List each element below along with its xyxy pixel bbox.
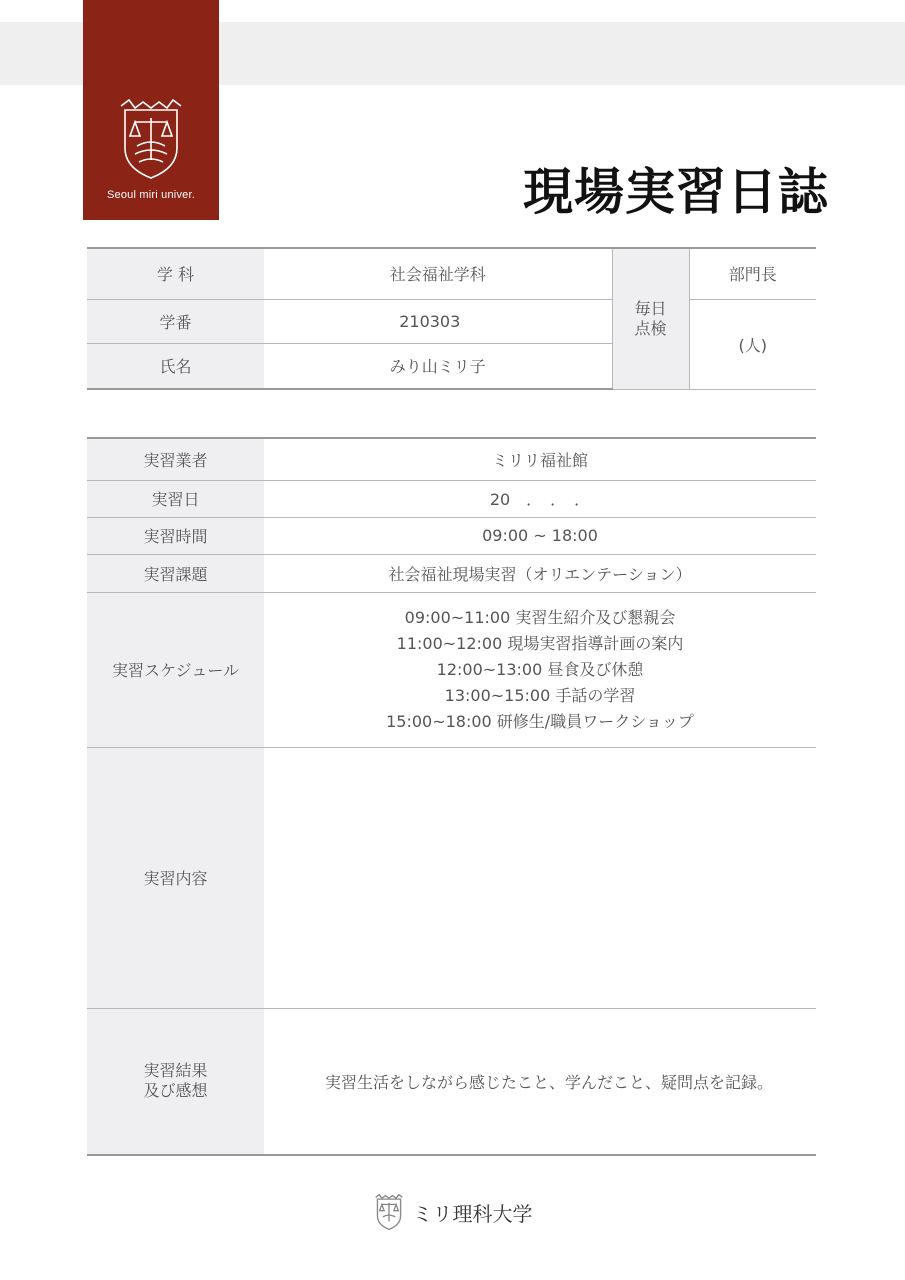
university-name: ミリ理科大学 xyxy=(412,1201,533,1226)
schedule-item: 13:00~15:00 手話の学習 xyxy=(444,685,636,705)
crest-icon xyxy=(115,98,187,180)
university-logo xyxy=(83,0,219,220)
time-value: 09:00 ~ 18:00 xyxy=(264,517,816,554)
daily-check-label: 毎日 点検 xyxy=(612,248,689,389)
company-value: ミリリ福祉館 xyxy=(264,438,816,480)
company-label: 実習業者 xyxy=(87,438,264,480)
content-label: 実習内容 xyxy=(87,747,264,1008)
date-label: 実習日 xyxy=(87,480,264,517)
schedule-item: 15:00~18:00 研修生/職員ワークショップ xyxy=(386,711,694,731)
time-label: 実習時間 xyxy=(87,517,264,554)
dept-value: 社会福祉学科 xyxy=(264,248,612,299)
schedule-item: 09:00~11:00 実習生紹介及び懇親会 xyxy=(404,607,676,627)
date-value: 20 ． ． ． xyxy=(264,480,816,517)
content-field[interactable] xyxy=(264,747,816,1008)
student-id-value: 210303 xyxy=(264,299,612,343)
logo-caption: Seoul miri univer. xyxy=(107,189,195,201)
schedule-list xyxy=(264,592,816,747)
name-label: 氏名 xyxy=(87,343,264,389)
result-label: 実習結果 及び感想 xyxy=(87,1008,264,1155)
schedule-item: 12:00~13:00 昼食及び休憩 xyxy=(436,659,644,679)
practice-detail-table xyxy=(87,437,816,1156)
schedule-label: 実習スケジュール xyxy=(87,592,264,747)
student-id-label: 学番 xyxy=(87,299,264,343)
page-title: 現場実習日誌 xyxy=(523,163,829,221)
manager-seal: (人) xyxy=(689,299,816,389)
manager-label: 部門長 xyxy=(689,248,816,299)
result-field[interactable]: 実習生活をしながら感じたこと、学んだこと、疑問点を記録。 xyxy=(264,1008,816,1155)
topic-label: 実習課題 xyxy=(87,554,264,592)
topic-value: 社会福祉現場実習（オリエンテーション） xyxy=(264,554,816,592)
crest-icon xyxy=(373,1193,405,1231)
footer xyxy=(0,1193,905,1235)
student-info-table xyxy=(87,247,816,390)
dept-label: 学 科 xyxy=(87,248,264,299)
name-value: みり山ミリ子 xyxy=(264,343,612,389)
schedule-item: 11:00~12:00 現場実習指導計画の案内 xyxy=(396,633,684,653)
